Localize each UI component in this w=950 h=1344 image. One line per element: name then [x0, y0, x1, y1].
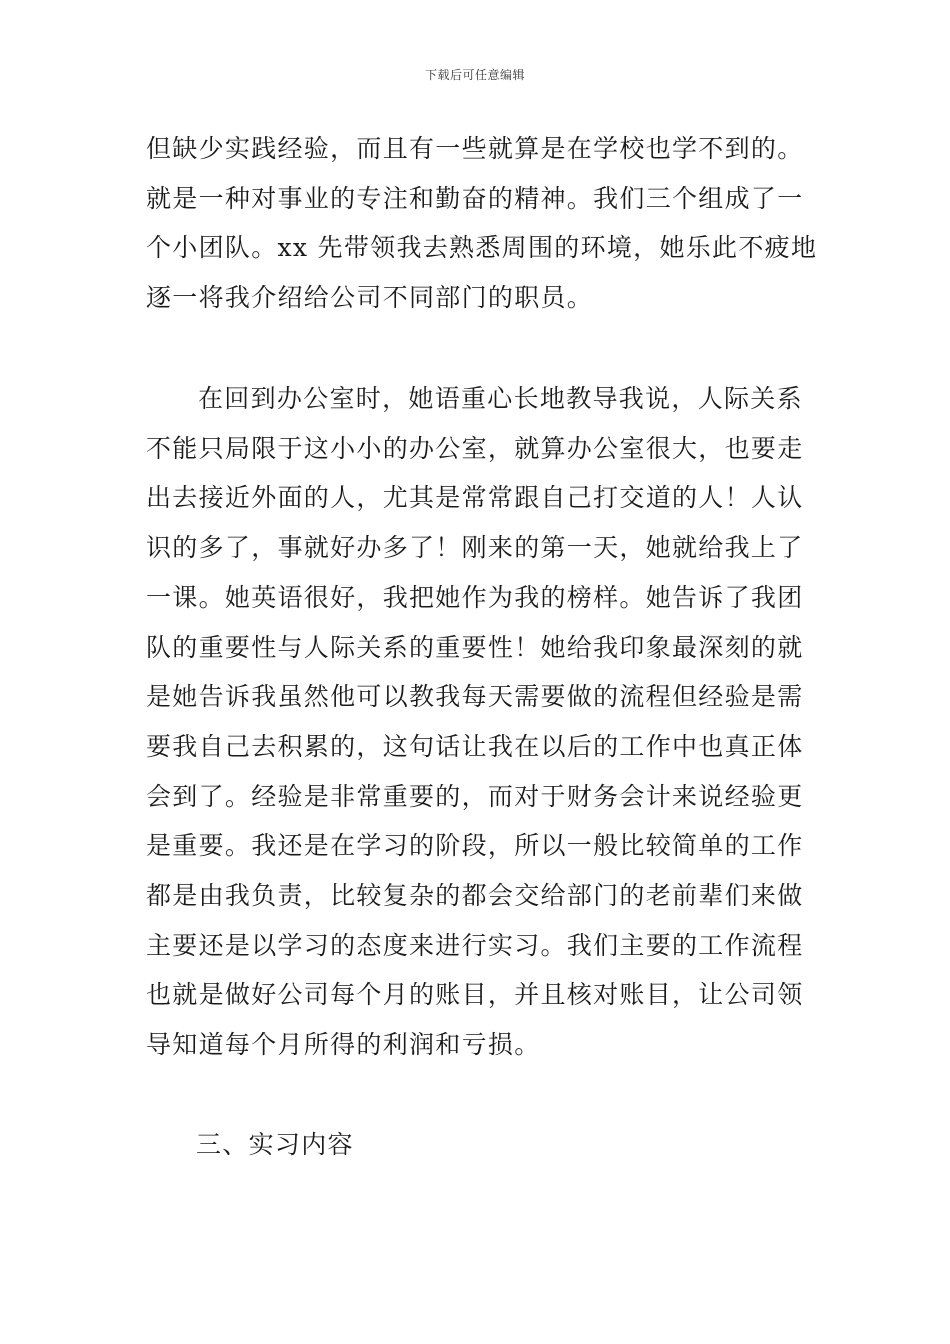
paragraph-line: 是重要。我还是在学习的阶段，所以一般比较简单的工作 — [146, 831, 804, 861]
header-note: 下载后可任意编辑 — [424, 68, 525, 82]
paragraph-2 — [146, 374, 810, 1070]
paragraph-line: 要我自己去积累的，这句话让我在以后的工作中也真正体 — [146, 731, 804, 761]
paragraph-line: 导知道每个月所得的利润和亏损。 — [146, 1030, 541, 1060]
paragraph-line: 出去接近外面的人，尤其是常常跟自己打交道的人！人认 — [146, 483, 804, 513]
paragraph-line: 都是由我负责，比较复杂的都会交给部门的老前辈们来做 — [146, 881, 804, 911]
paragraph-line: 也就是做好公司每个月的账目，并且核对账目，让公司领 — [146, 980, 804, 1010]
paragraph-line: 是她告诉我虽然他可以教我每天需要做的流程但经验是需 — [146, 682, 804, 712]
paragraph-line: 识的多了，事就好办多了！刚来的第一天，她就给我上了 — [146, 533, 804, 563]
paragraph-line: 会到了。经验是非常重要的，而对于财务会计来说经验更 — [146, 781, 804, 811]
paragraph-line: 不能只局限于这小小的办公室，就算办公室很大，也要走 — [146, 433, 804, 463]
paragraph-line: 队的重要性与人际关系的重要性！她给我印象最深刻的就 — [146, 632, 804, 662]
paragraph-line: 个小团队。xx 先带领我去熟悉周围的环境，她乐此不疲地 — [146, 233, 818, 263]
paragraph-line: 在回到办公室时，她语重心长地教导我说，人际关系 — [198, 384, 803, 413]
paragraph-line: 一课。她英语很好，我把她作为我的榜样。她告诉了我团 — [146, 582, 804, 612]
paragraph-1 — [146, 124, 818, 323]
paragraph-line: 逐一将我介绍给公司不同部门的职员。 — [146, 283, 594, 313]
section-heading: 三、实习内容 — [196, 1130, 354, 1159]
paragraph-line: 主要还是以学习的态度来进行实习。我们主要的工作流程 — [146, 930, 804, 960]
paragraph-line: 但缺少实践经验，而且有一些就算是在学校也学不到的。 — [146, 134, 804, 163]
paragraph-line: 就是一种对事业的专注和勤奋的精神。我们三个组成了一 — [146, 183, 804, 213]
